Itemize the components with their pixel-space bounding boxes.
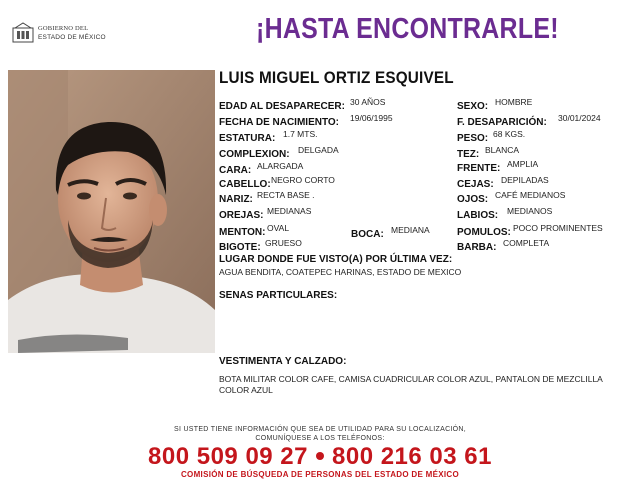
field-peso-label: PESO: bbox=[457, 133, 489, 144]
field-orejas-label: OREJAS: bbox=[219, 210, 264, 221]
field-barba-value: COMPLETA bbox=[503, 238, 550, 248]
field-complexion-value: DELGADA bbox=[298, 145, 339, 155]
last-seen-label: LUGAR DONDE FUE VISTO(A) POR ÚLTIMA VEZ: bbox=[219, 254, 453, 265]
field-bigote bbox=[219, 237, 302, 255]
person-photo-illustration bbox=[8, 70, 215, 353]
headline: ¡HASTA ENCONTRARLE! bbox=[256, 13, 559, 45]
field-complexion-label: COMPLEXION: bbox=[219, 149, 290, 160]
field-sexo-label: SEXO: bbox=[457, 101, 489, 112]
field-desaparicion-value: 30/01/2024 bbox=[558, 113, 601, 123]
commission-name: COMISIÓN DE BÚSQUEDA DE PERSONAS DEL ESTADO DE MÉXICO bbox=[180, 470, 459, 479]
field-nacimiento-label: FECHA DE NACIMIENTO: bbox=[219, 117, 339, 128]
field-menton-label: MENTON: bbox=[219, 227, 266, 238]
bullet-dot-icon bbox=[316, 452, 324, 460]
field-frente-label: FRENTE: bbox=[457, 163, 501, 174]
field-desaparicion-label: F. DESAPARICIÓN: bbox=[457, 117, 547, 128]
field-peso-value: 68 KGS. bbox=[493, 129, 526, 139]
field-sexo-value: HOMBRE bbox=[495, 97, 533, 107]
field-cara-label: CARA: bbox=[219, 165, 252, 176]
person-name: LUIS MIGUEL ORTIZ ESQUIVEL bbox=[219, 68, 454, 87]
field-edad-value: 30 AÑOS bbox=[350, 97, 386, 107]
field-estatura-value: 1.7 MTS. bbox=[283, 129, 318, 139]
clothing-value: BOTA MILITAR COLOR CAFE, CAMISA CUADRICULAR COLOR AZUL, PANTALON DE MEZCLILLA COLOR AZUL bbox=[219, 374, 603, 395]
field-pomulos-value: POCO PROMINENTES bbox=[513, 223, 603, 233]
field-nariz-value: RECTA BASE . bbox=[257, 190, 315, 200]
field-pomulos-label: POMULOS: bbox=[457, 227, 511, 238]
government-logo bbox=[12, 22, 122, 48]
field-cara-value: ALARGADA bbox=[257, 161, 304, 171]
field-boca bbox=[351, 224, 430, 242]
field-tez-label: TEZ: bbox=[457, 149, 480, 160]
footer-note-line1: SI USTED TIENE INFORMACIÓN QUE SEA DE UTILIDAD PARA SU LOCALIZACIÓN, bbox=[173, 426, 467, 433]
field-tez-value: BLANCA bbox=[485, 145, 520, 155]
last-seen-value: AGUA BENDITA, COATEPEC HARINAS, ESTADO DE MEXICO bbox=[219, 267, 462, 277]
field-labios-label: LABIOS: bbox=[457, 210, 499, 221]
field-boca-value: MEDIANA bbox=[391, 225, 430, 235]
field-bigote-value: GRUESO bbox=[265, 238, 302, 248]
logo-line2: ESTADO DE MÉXICO bbox=[38, 34, 106, 41]
field-bigote-label: BIGOTE: bbox=[219, 242, 261, 253]
phone-numbers bbox=[0, 443, 640, 471]
field-boca-label: BOCA: bbox=[351, 229, 384, 240]
field-labios bbox=[457, 205, 553, 223]
field-barba bbox=[457, 237, 550, 255]
field-orejas bbox=[219, 205, 312, 223]
logo-line1: GOBIERNO DEL bbox=[38, 25, 89, 32]
field-ojos-label: OJOS: bbox=[457, 194, 489, 205]
field-nacimiento-value: 19/06/1995 bbox=[350, 113, 393, 123]
field-cabello-value: NEGRO CORTO bbox=[271, 175, 335, 185]
phone-number-1[interactable]: 800 509 09 27 bbox=[148, 443, 308, 470]
field-nariz-label: NARIZ: bbox=[219, 194, 253, 205]
field-labios-value: MEDIANOS bbox=[507, 206, 553, 216]
clothing-label: VESTIMENTA Y CALZADO: bbox=[219, 356, 347, 367]
field-frente-value: AMPLIA bbox=[507, 159, 539, 169]
field-menton-value: OVAL bbox=[267, 223, 290, 233]
footer-note-line2: COMUNÍQUESE A LOS TELÉFONOS: bbox=[255, 435, 385, 442]
field-cejas-value: DEPILADAS bbox=[501, 175, 549, 185]
field-edad-label: EDAD AL DESAPARECER: bbox=[219, 101, 345, 112]
field-cejas-label: CEJAS: bbox=[457, 179, 494, 190]
marks-label: SENAS PARTICULARES: bbox=[219, 290, 338, 301]
field-cabello-label: CABELLO: bbox=[219, 179, 271, 190]
person-photo bbox=[8, 70, 215, 353]
state-seal-icon bbox=[12, 22, 34, 44]
field-estatura-label: ESTATURA: bbox=[219, 133, 276, 144]
field-barba-label: BARBA: bbox=[457, 242, 497, 253]
field-orejas-value: MEDIANAS bbox=[267, 206, 312, 216]
field-ojos-value: CAFÉ MEDIANOS bbox=[495, 190, 566, 200]
phone-number-2[interactable]: 800 216 03 61 bbox=[332, 443, 492, 470]
